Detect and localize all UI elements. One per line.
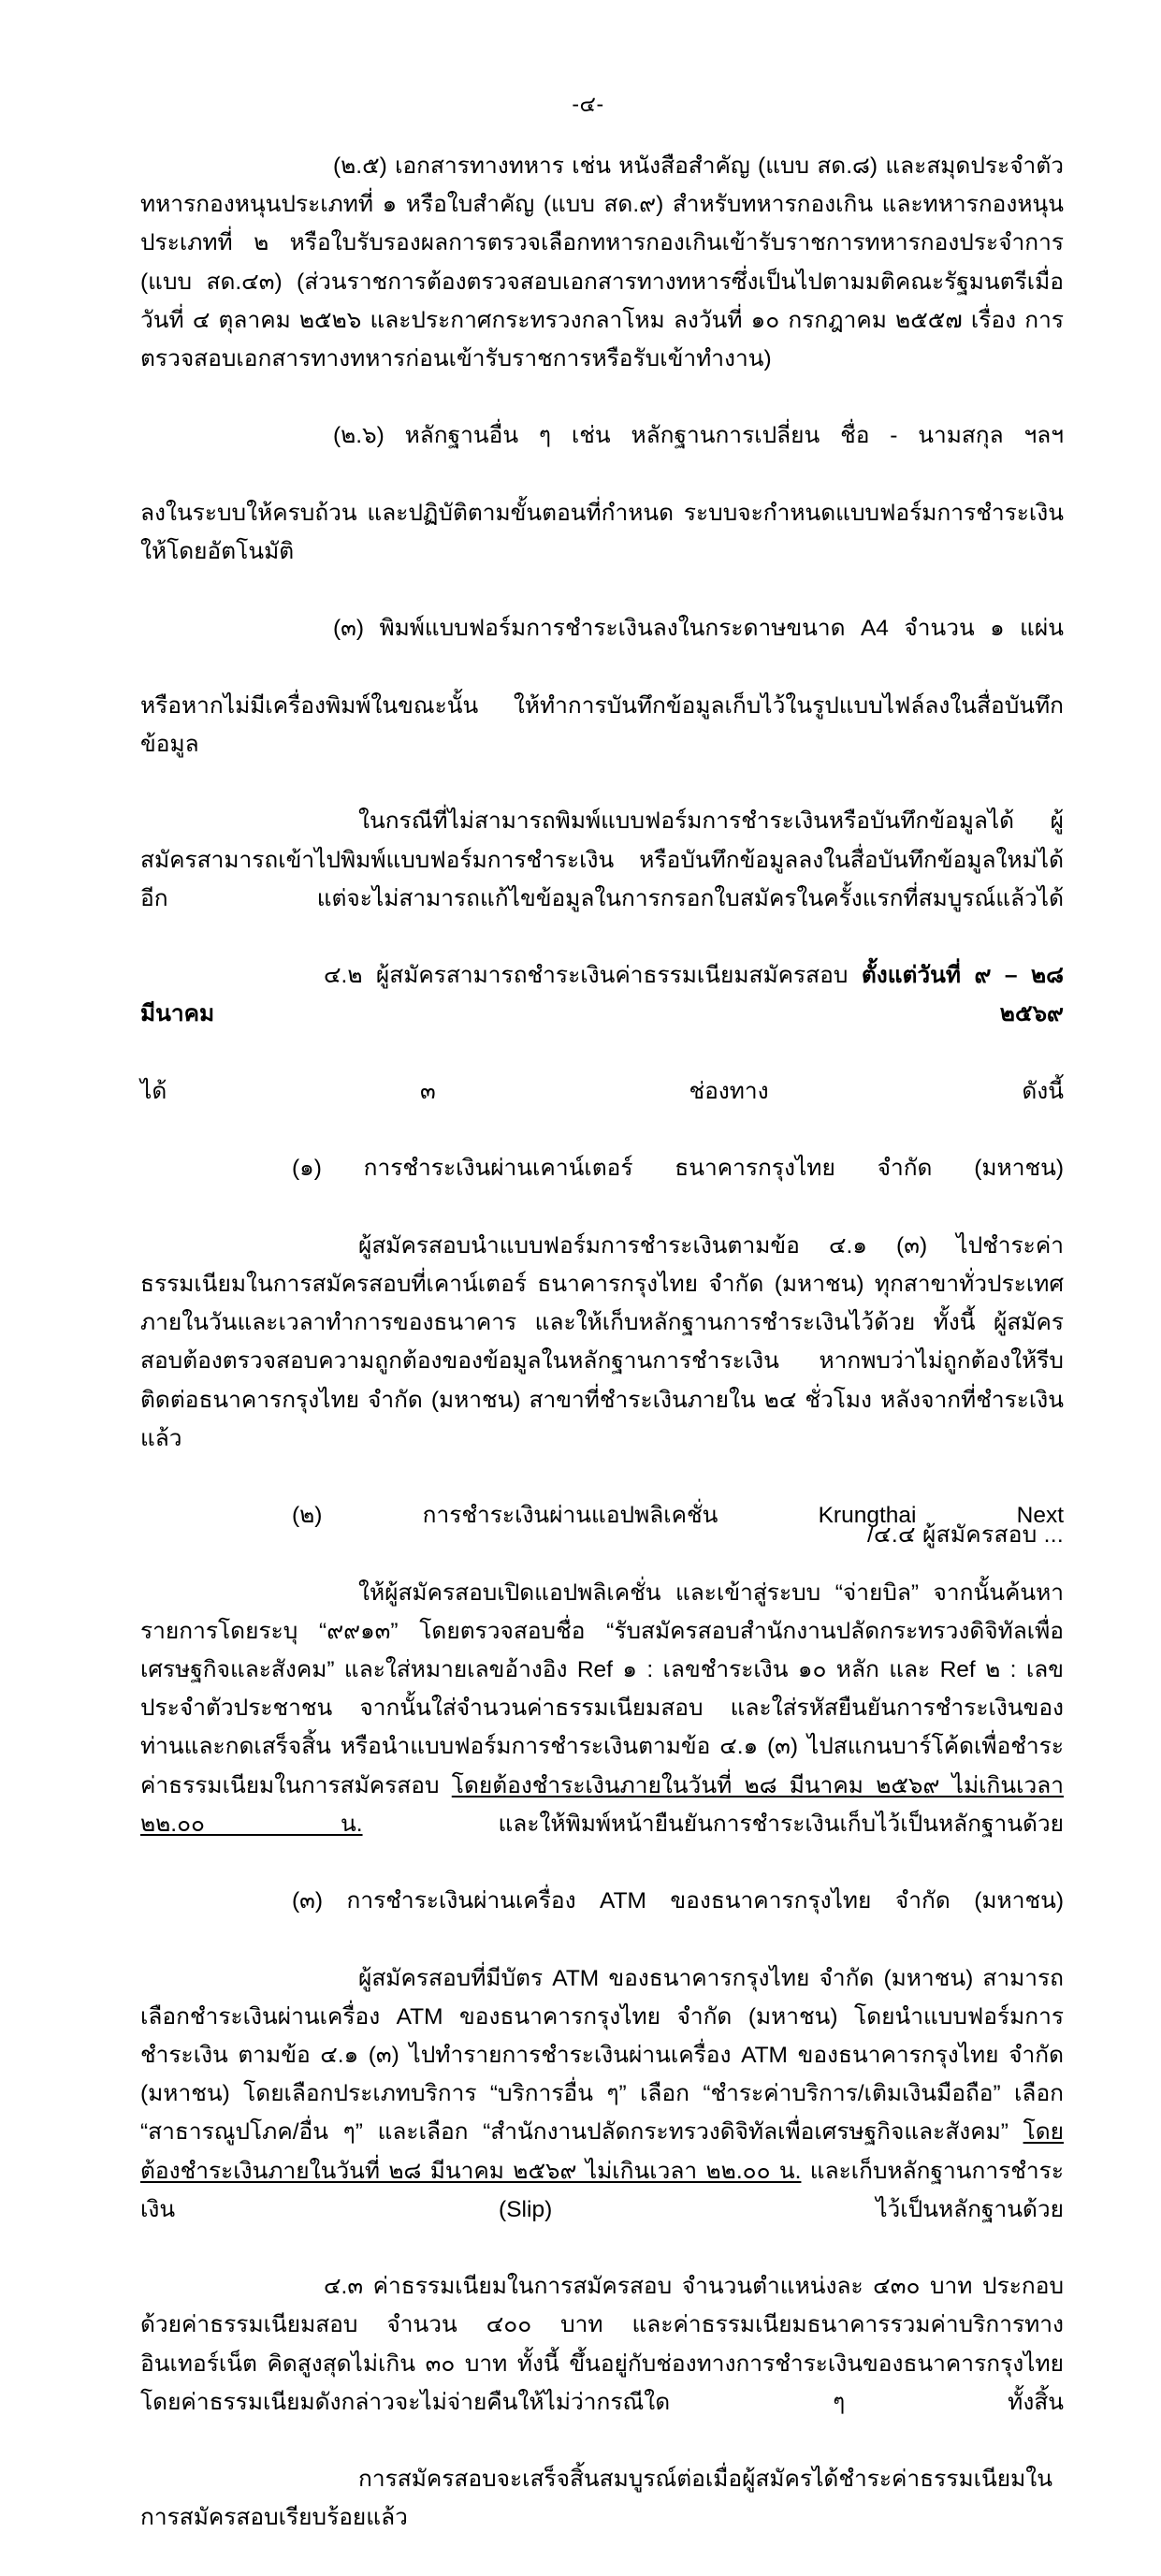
paragraph-2-6-text: (๒.๖) หลักฐานอื่น ๆ เช่น หลักฐานการเปลี่ยน ชื่อ - นามสกุล ฯลฯ xyxy=(333,423,1064,449)
channel-3-deadline-underline: โดยต้องชำระเงินภายในวันที่ ๒๘ มีนาคม ๒๕๖๙ ไม่เกินเวลา ๒๒.๐๐ น. xyxy=(140,2119,1064,2184)
paragraph-4-2-continued xyxy=(140,1072,1064,1149)
paragraph-4-2-suffix: ได้ ๓ ช่องทาง ดังนี้ xyxy=(140,1078,1064,1104)
paragraph-2-6-continued-text: ลงในระบบให้ครบถ้วน และปฏิบัติตามขั้นตอนที่กำหนด ระบบจะกำหนดแบบฟอร์มการชำระเงินให้โดยอัตโนมัติ xyxy=(140,500,1064,565)
paragraph-3-text: (๓) พิมพ์แบบฟอร์มการชำระเงินลงในกระดาษขนาด A4 จำนวน ๑ แผ่น xyxy=(333,616,1064,642)
channel-2-title-text: (๒) การชำระเงินผ่านแอปพลิเคชั่น Krungthai Next xyxy=(292,1503,1064,1529)
paragraph-4-3 xyxy=(140,2267,1064,2460)
page-number: -๔- xyxy=(572,92,604,116)
channel-2-deadline-underline: โดยต้องชำระเงินภายในวันที่ ๒๘ มีนาคม ๒๕๖๙ ไม่เกินเวลา ๒๒.๐๐ น. xyxy=(140,1772,1064,1837)
channel-3-title-text: (๓) การชำระเงินผ่านเครื่อง ATM ของธนาคารกรุงไทย จำกัด (มหาชน) xyxy=(292,1888,1064,1914)
channel-3-title xyxy=(140,1882,1064,1958)
paragraph-4 xyxy=(140,802,1064,956)
paragraph-2-6-continued xyxy=(140,494,1064,610)
channel-3-body-text-2: และเก็บหลักฐานการชำระเงิน (Slip) ไว้เป็นหลักฐานด้วย xyxy=(140,2158,1064,2222)
paragraph-3 xyxy=(140,609,1064,686)
paragraph-4-2 xyxy=(140,956,1064,1072)
channel-2-body-text-2: และให้พิมพ์หน้ายืนยันการชำระเงินเก็บไว้เป็นหลักฐานด้วย xyxy=(362,1811,1064,1837)
paragraph-2-5-text: (๒.๕) เอกสารทางทหาร เช่น หนังสือสำคัญ (แบบ สด.๘) และสมุดประจำตัวทหารกองหนุนประเภทที่ ๑ หรือใบสำคัญ (แบบ สด.๙) สำหรับทหารกองเกิน และทหารกองหนุน ประเภทที่ ๒ หรือใบรับรองผลการตรวจเลือกทหารกองเกินเข้ารับราชการทหารกองประจำการ (แบบ สด.๔๓) (ส่วนราชการต้องตรวจสอบเอกสารทางทหารซึ่งเป็นไปตามมติคณะรัฐมนตรีเมื่อวันที่ ๔ ตุลาคม ๒๕๒๖ และประกาศกระทรวงกลาโหม ลงวันที่ ๑๐ กรกฎาคม ๒๕๕๗ เรื่อง การตรวจสอบเอกสารทางทหารก่อนเข้ารับราชการหรือรับเข้าทำงาน) xyxy=(140,153,1064,372)
channel-3-body-text-1: ผู้สมัครสอบที่มีบัตร ATM ของธนาคารกรุงไทย จำกัด (มหาชน) สามารถเลือกชำระเงินผ่านเครื่อง ATM ของธนาคารกรุงไทย จำกัด (มหาชน) โดยนำแบบฟอร์มการชำระเงิน ตามข้อ ๔.๑ (๓) ไปทำรายการชำระเงินผ่านเครื่อง ATM ของธนาคารกรุงไทย จำกัด (มหาชน) โดยเลือกประเภทบริการ “บริการอื่น ๆ” เลือก “ชำระค่าบริการ/เติมเงินมือถือ” เลือก “สาธารณูปโภค/อื่น ๆ” และเลือก “สำนักงานปลัดกระทรวงดิจิทัลเพื่อเศรษฐกิจและสังคม” xyxy=(140,1965,1064,2146)
paragraph-3-continued xyxy=(140,687,1064,803)
paragraph-completion xyxy=(140,2460,1064,2576)
paragraph-3-continued-text: หรือหากไม่มีเครื่องพิมพ์ในขณะนั้น ให้ทำการบันทึกข้อมูลเก็บไว้ในรูปแบบไฟล์ลงในสื่อบันทึกข้อมูล xyxy=(140,692,1064,758)
document-body xyxy=(140,147,1064,2576)
channel-2-body xyxy=(140,1574,1064,1883)
paragraph-4-2-prefix: ๔.๒ ผู้สมัครสามารถชำระเงินค่าธรรมเนียมสมัครสอบ xyxy=(324,963,862,989)
footer-continuation-note: /๔.๔ ผู้สมัครสอบ ... xyxy=(866,1522,1064,1548)
channel-1-body xyxy=(140,1227,1064,1496)
channel-3-body xyxy=(140,1959,1064,2268)
paragraph-completion-text: การสมัครสอบจะเสร็จสิ้นสมบูรณ์ต่อเมื่อผู้สมัครได้ชำระค่าธรรมเนียมในการสมัครสอบเรียบร้อยแล้ว xyxy=(140,2467,1052,2531)
channel-1-body-text: ผู้สมัครสอบนำแบบฟอร์มการชำระเงินตามข้อ ๔.๑ (๓) ไปชำระค่าธรรมเนียมในการสมัครสอบที่เคาน์เตอร์ ธนาคารกรุงไทย จำกัด (มหาชน) ทุกสาขาทั่วประเทศ ภายในวันและเวลาทำการของธนาคาร และให้เก็บหลักฐานการชำระเงินไว้ด้วย ทั้งนี้ ผู้สมัครสอบต้องตรวจสอบความถูกต้องของข้อมูลในหลักฐานการชำระเงิน หากพบว่าไม่ถูกต้องให้รีบติดต่อธนาคารกรุงไทย จำกัด (มหาชน) สาขาที่ชำระเงินภายใน ๒๔ ชั่วโมง หลังจากที่ชำระเงินแล้ว xyxy=(140,1232,1064,1451)
channel-2-body-text-1: ให้ผู้สมัครสอบเปิดแอปพลิเคชั่น และเข้าสู่ระบบ “จ่ายบิล” จากนั้นค้นหารายการโดยระบุ “๙๙๑๓” โดยตรวจสอบชื่อ “รับสมัครสอบสำนักงานปลัดกระทรวงดิจิทัลเพื่อเศรษฐกิจและสังคม” และใส่หมายเลขอ้างอิง Ref ๑ : เลขชำระเงิน ๑๐ หลัก และ Ref ๒ : เลขประจำตัวประชาชน จากนั้นใส่จำนวนค่าธรรมเนียมสอบ และใส่รหัสยืนยันการชำระเงินของท่านและกดเสร็จสิ้น หรือนำแบบฟอร์มการชำระเงินตามข้อ ๔.๑ (๓) ไปสแกนบาร์โค้ดเพื่อชำระค่าธรรมเนียมในการสมัครสอบ xyxy=(140,1579,1064,1798)
paragraph-4-3-text: ๔.๓ ค่าธรรมเนียมในการสมัครสอบ จำนวนตำแหน่งละ ๔๓๐ บาท ประกอบด้วยค่าธรรมเนียมสอบ จำนวน ๔๐๐ บาท และค่าธรรมเนียมธนาคารรวมค่าบริการทางอินเทอร์เน็ต คิดสูงสุดไม่เกิน ๓๐ บาท ทั้งนี้ ขึ้นอยู่กับช่องทางการชำระเงินของธนาคารกรุงไทย โดยค่าธรรมเนียมดังกล่าวจะไม่จ่ายคืนให้ไม่ว่ากรณีใด ๆ ทั้งสิ้น xyxy=(140,2274,1064,2415)
paragraph-4-text: ในกรณีที่ไม่สามารถพิมพ์แบบฟอร์มการชำระเงินหรือบันทึกข้อมูลได้ ผู้สมัครสามารถเข้าไปพิมพ์แบบฟอร์มการชำระเงิน หรือบันทึกข้อมูลลงในสื่อบันทึกข้อมูลใหม่ได้อีก แต่จะไม่สามารถแก้ไขข้อมูลในการกรอกใบสมัครในครั้งแรกที่สมบูรณ์แล้วได้ xyxy=(140,808,1064,911)
paragraph-2-5 xyxy=(140,147,1064,416)
payment-period-bold: ตั้งแต่วันที่ ๙ – ๒๘ มีนาคม ๒๕๖๙ xyxy=(140,963,1064,1027)
channel-1-title-text: (๑) การชำระเงินผ่านเคาน์เตอร์ ธนาคารกรุงไทย จำกัด (มหาชน) xyxy=(292,1156,1064,1182)
channel-1-title xyxy=(140,1149,1064,1226)
paragraph-2-6 xyxy=(140,416,1064,493)
